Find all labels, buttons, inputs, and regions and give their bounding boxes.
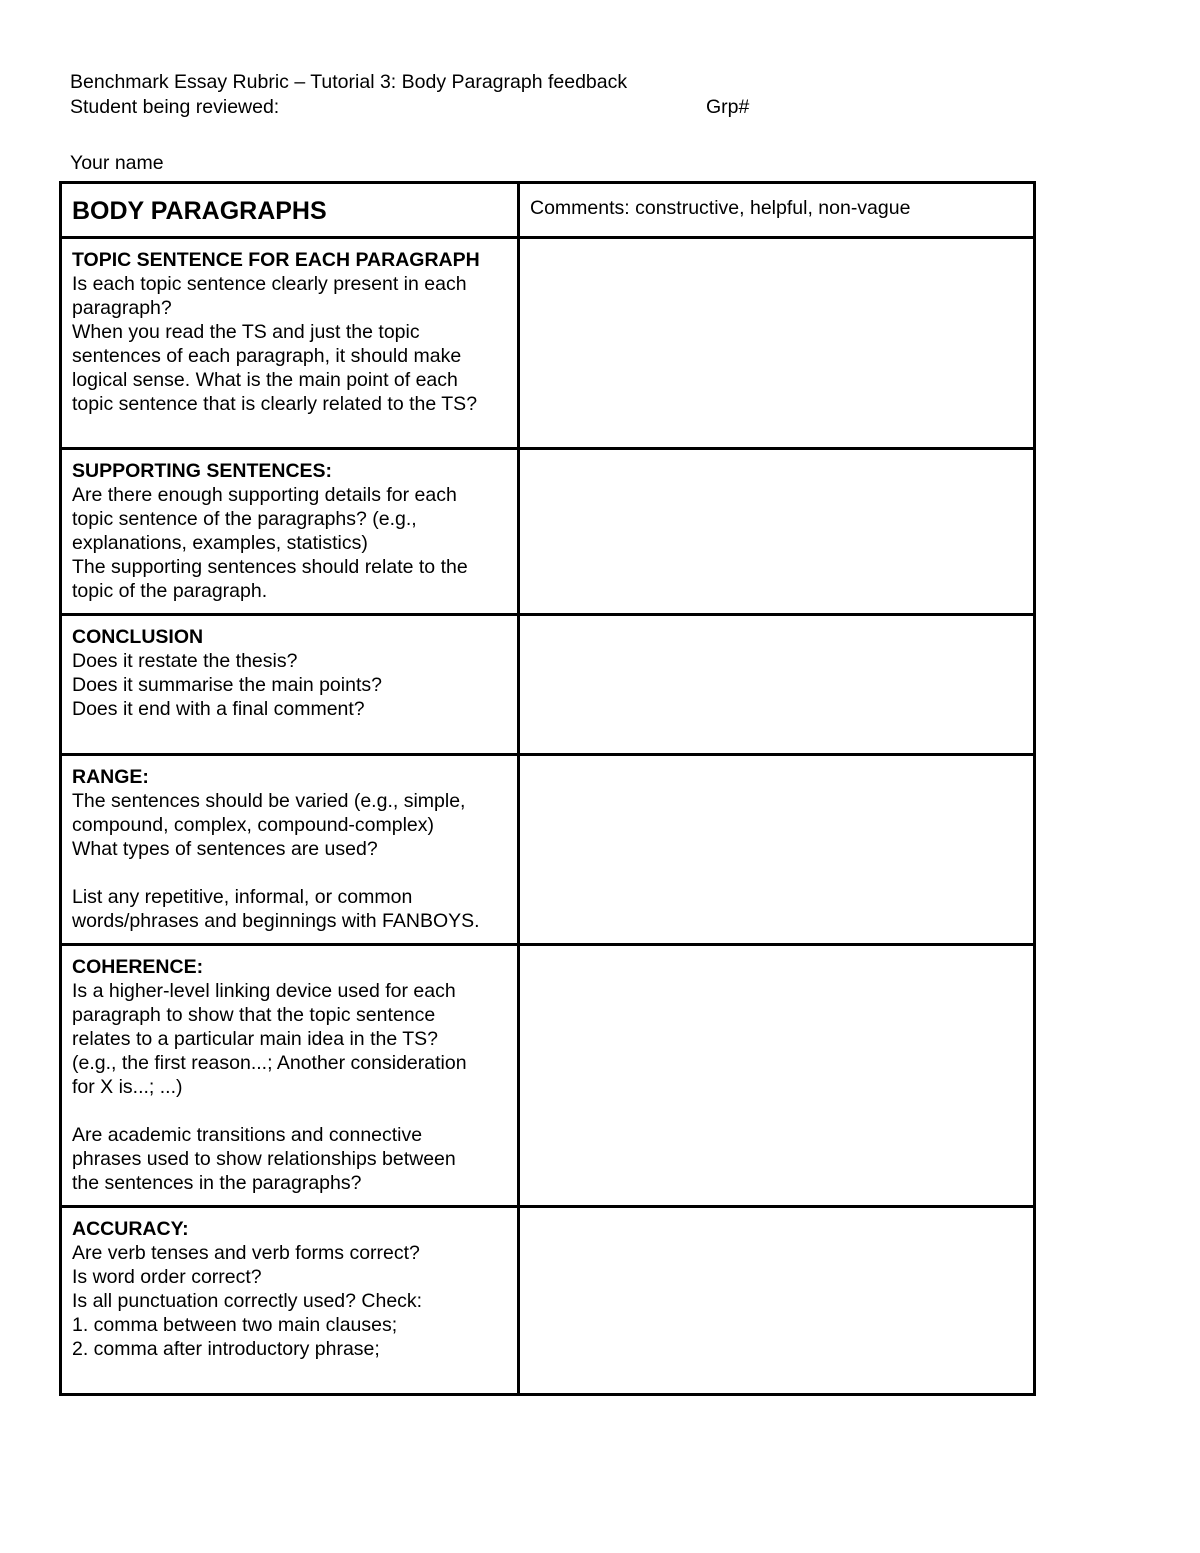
criteria-blank-line bbox=[72, 1099, 507, 1123]
student-label: Student being reviewed: bbox=[70, 96, 280, 118]
criteria-line: the sentences in the paragraphs? bbox=[72, 1172, 362, 1194]
criteria-line: topic sentence that is clearly related to the TS? bbox=[72, 393, 478, 415]
rubric-header-row bbox=[61, 183, 1035, 238]
body-paragraphs-heading: BODY PARAGRAPHS bbox=[61, 183, 519, 238]
criteria-cell bbox=[61, 615, 519, 755]
criteria-line: Is all punctuation correctly used? Check: bbox=[72, 1290, 423, 1312]
criteria-line: Does it summarise the main points? bbox=[72, 674, 382, 696]
criteria-cell bbox=[61, 755, 519, 945]
criteria-line: 2. comma after introductory phrase; bbox=[72, 1338, 380, 1360]
criteria-line: Is each topic sentence clearly present in each bbox=[72, 273, 467, 295]
criteria-line: logical sense. What is the main point of each bbox=[72, 369, 458, 391]
criteria-line: (e.g., the first reason...; Another consideration bbox=[72, 1052, 467, 1074]
comment-cell[interactable] bbox=[519, 615, 1035, 755]
criteria-line: paragraph? bbox=[72, 297, 172, 319]
criteria-line: Are academic transitions and connective bbox=[72, 1124, 423, 1146]
criteria-title: CONCLUSION bbox=[72, 626, 204, 648]
document-header bbox=[70, 70, 750, 176]
rubric-row-accuracy bbox=[61, 1207, 1035, 1395]
criteria-line: topic of the paragraph. bbox=[72, 580, 268, 602]
criteria-blank-line bbox=[72, 861, 507, 885]
group-number-label: Grp# bbox=[706, 96, 750, 118]
criteria-cell bbox=[61, 945, 519, 1207]
criteria-line: sentences of each paragraph, it should make bbox=[72, 345, 462, 367]
criteria-title: COHERENCE: bbox=[72, 956, 204, 978]
criteria-line: Are verb tenses and verb forms correct? bbox=[72, 1242, 420, 1264]
criteria-line: When you read the TS and just the topic bbox=[72, 321, 420, 343]
comments-heading: Comments: constructive, helpful, non-vague bbox=[519, 183, 1035, 238]
your-name-label: Your name bbox=[70, 152, 164, 174]
criteria-line: words/phrases and beginnings with FANBOYS. bbox=[72, 910, 480, 932]
criteria-line: Does it restate the thesis? bbox=[72, 650, 298, 672]
criteria-line: Is word order correct? bbox=[72, 1266, 262, 1288]
student-line bbox=[70, 95, 750, 120]
criteria-line: paragraph to show that the topic sentence bbox=[72, 1004, 436, 1026]
rubric-row-range bbox=[61, 755, 1035, 945]
rubric-table bbox=[59, 181, 1036, 1396]
criteria-line: 1. comma between two main clauses; bbox=[72, 1314, 398, 1336]
criteria-cell bbox=[61, 238, 519, 449]
criteria-line: for X is...; ...) bbox=[72, 1076, 183, 1098]
rubric-row-topic-sentence bbox=[61, 238, 1035, 449]
criteria-line: explanations, examples, statistics) bbox=[72, 532, 368, 554]
rubric-row-coherence bbox=[61, 945, 1035, 1207]
comment-cell[interactable] bbox=[519, 449, 1035, 615]
comment-cell[interactable] bbox=[519, 945, 1035, 1207]
criteria-line: The sentences should be varied (e.g., simple, bbox=[72, 790, 466, 812]
rubric-row-conclusion bbox=[61, 615, 1035, 755]
criteria-line: The supporting sentences should relate to the bbox=[72, 556, 468, 578]
criteria-title: SUPPORTING SENTENCES: bbox=[72, 460, 333, 482]
comment-cell[interactable] bbox=[519, 1207, 1035, 1395]
comment-cell[interactable] bbox=[519, 238, 1035, 449]
criteria-line: relates to a particular main idea in the TS? bbox=[72, 1028, 439, 1050]
criteria-line: Are there enough supporting details for each bbox=[72, 484, 457, 506]
criteria-cell bbox=[61, 1207, 519, 1395]
comment-cell[interactable] bbox=[519, 755, 1035, 945]
criteria-title: TOPIC SENTENCE FOR EACH PARAGRAPH bbox=[72, 249, 480, 271]
criteria-cell bbox=[61, 449, 519, 615]
criteria-title: RANGE: bbox=[72, 766, 149, 788]
criteria-line: Is a higher-level linking device used for each bbox=[72, 980, 456, 1002]
criteria-line: phrases used to show relationships between bbox=[72, 1148, 456, 1170]
rubric-row-supporting-sentences bbox=[61, 449, 1035, 615]
document-title: Benchmark Essay Rubric – Tutorial 3: Body Paragraph feedback bbox=[70, 71, 628, 93]
criteria-line: topic sentence of the paragraphs? (e.g., bbox=[72, 508, 417, 530]
criteria-title: ACCURACY: bbox=[72, 1218, 189, 1240]
criteria-line: compound, complex, compound-complex) bbox=[72, 814, 435, 836]
criteria-line: What types of sentences are used? bbox=[72, 838, 378, 860]
criteria-line: List any repetitive, informal, or common bbox=[72, 886, 413, 908]
criteria-line: Does it end with a final comment? bbox=[72, 698, 365, 720]
